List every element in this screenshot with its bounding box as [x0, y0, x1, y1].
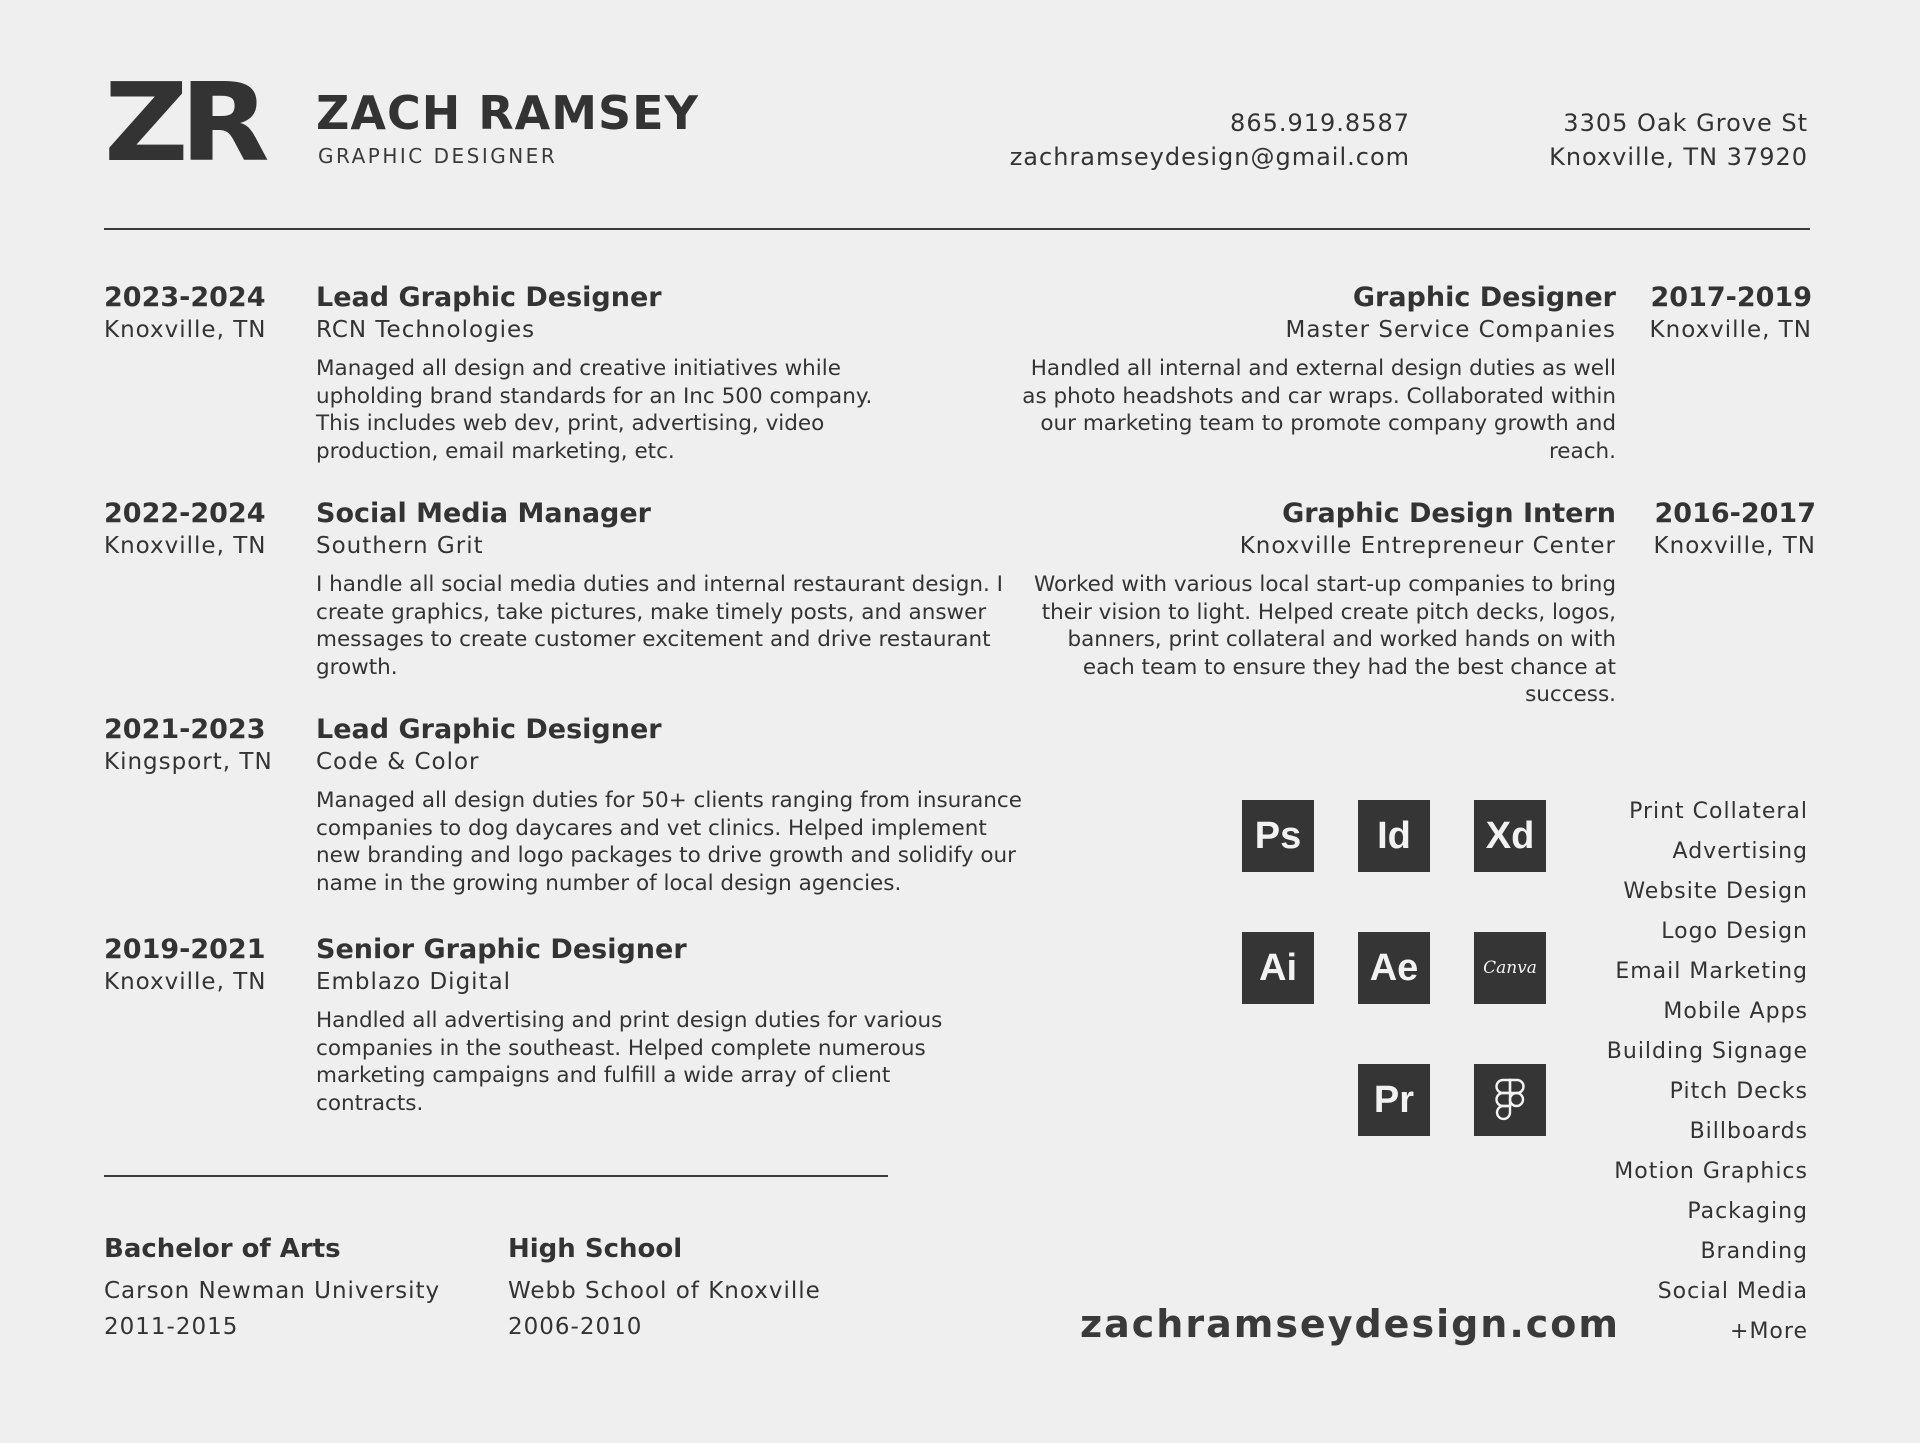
job-details: [316, 282, 1036, 465]
job-location: Knoxville, TN: [1653, 533, 1816, 559]
education-degree: High School: [508, 1234, 683, 1264]
website-link[interactable]: zachramseydesign.com: [1080, 1302, 1621, 1346]
job-location: Kingsport, TN: [104, 749, 273, 775]
address-block: [1549, 106, 1808, 174]
education-school: Carson Newman University: [104, 1278, 441, 1304]
job-title: Lead Graphic Designer: [316, 282, 662, 313]
illustrator-icon: Ai: [1242, 932, 1314, 1004]
job-details: [1020, 282, 1616, 465]
skill-item: Email Marketing: [1615, 959, 1808, 984]
indesign-icon: Id: [1358, 800, 1430, 872]
job-entry: [104, 498, 266, 559]
job-company: Master Service Companies: [1285, 317, 1616, 343]
xd-icon: Xd: [1474, 800, 1546, 872]
job-entry: [104, 282, 266, 343]
job-years: 2022-2024: [104, 498, 266, 529]
job-details: [316, 934, 1036, 1117]
photoshop-icon: Ps: [1242, 800, 1314, 872]
skill-item: Pitch Decks: [1669, 1079, 1808, 1104]
job-company: Emblazo Digital: [316, 969, 512, 995]
job-title: Social Media Manager: [316, 498, 651, 529]
contact-block: [1010, 106, 1410, 174]
job-description: Worked with various local start-up companies to bring their vision to light. Helped create pitch decks, logos, banners, print collateral and worked hands on with each team to ensure they had the best chance at success.: [1034, 572, 1616, 707]
skill-item: Social Media: [1657, 1279, 1808, 1304]
monogram-logo: ZR: [104, 61, 262, 186]
job-years: 2019-2021: [104, 934, 266, 965]
job-location: Knoxville, TN: [104, 969, 267, 995]
figma-icon: [1474, 1064, 1546, 1136]
skill-item: Motion Graphics: [1614, 1159, 1808, 1184]
job-description: Handled all advertising and print design duties for various companies in the southeast. Helped complete numerous marketing campaigns and fulfill a wide array of client contracts.: [316, 1008, 943, 1116]
figma-logo-shape: [1495, 1078, 1525, 1122]
job-details: [316, 498, 1036, 681]
job-years: 2023-2024: [104, 282, 266, 313]
candidate-role: GRAPHIC DESIGNER: [318, 144, 558, 168]
job-entry: [104, 714, 273, 775]
address-line-1: 3305 Oak Grove St: [1563, 109, 1808, 137]
education-years: 2011-2015: [104, 1314, 239, 1340]
job-location: Knoxville, TN: [1649, 317, 1812, 343]
education-degree: Bachelor of Arts: [104, 1234, 341, 1264]
after-effects-icon: Ae: [1358, 932, 1430, 1004]
candidate-name: ZACH RAMSEY: [316, 86, 699, 140]
job-details: [316, 714, 1036, 897]
education-school: Webb School of Knoxville: [508, 1278, 821, 1304]
skill-item: Advertising: [1672, 839, 1808, 864]
job-title: Lead Graphic Designer: [316, 714, 662, 745]
job-company: Southern Grit: [316, 533, 484, 559]
education-entry: [508, 1234, 821, 1340]
job-description: Managed all design and creative initiatives while upholding brand standards for an Inc 500 company. This includes web dev, print, advertising, video production, email marketing, etc.: [316, 356, 873, 464]
job-entry: [1650, 282, 1812, 343]
education-divider: [104, 1175, 888, 1177]
premiere-icon: Pr: [1358, 1064, 1430, 1136]
education-entry: [104, 1234, 440, 1340]
skill-item: Billboards: [1689, 1119, 1808, 1144]
header-divider: [104, 228, 1810, 230]
education-years: 2006-2010: [508, 1314, 643, 1340]
job-location: Knoxville, TN: [104, 317, 267, 343]
skill-item: Mobile Apps: [1663, 999, 1808, 1024]
job-title: Graphic Design Intern: [1282, 498, 1616, 529]
job-company: RCN Technologies: [316, 317, 536, 343]
job-years: 2017-2019: [1650, 282, 1812, 313]
job-entry: [1654, 498, 1816, 559]
skill-item: Logo Design: [1661, 919, 1808, 944]
phone-number: 865.919.8587: [1230, 109, 1410, 137]
canva-icon: Canva: [1474, 932, 1546, 1004]
job-title: Graphic Designer: [1352, 282, 1616, 313]
job-description: Handled all internal and external design duties as well as photo headshots and car wraps. Collaborated within our marketing team to promote company growth and reach.: [1022, 356, 1616, 464]
job-details: [1020, 498, 1616, 709]
address-line-2: Knoxville, TN 37920: [1549, 143, 1808, 171]
job-years: 2016-2017: [1654, 498, 1816, 529]
skill-item: Website Design: [1623, 879, 1808, 904]
email-address: zachramseydesign@gmail.com: [1009, 143, 1410, 171]
job-description: I handle all social media duties and internal restaurant design. I create graphics, take pictures, make timely posts, and answer messages to create customer excitement and drive restaurant growth.: [316, 572, 1003, 680]
job-description: Managed all design duties for 50+ clients ranging from insurance companies to dog daycares and vet clinics. Helped implement new branding and logo packages to drive growth and solidify our name in the growing number of local design agencies.: [316, 788, 1022, 896]
job-location: Knoxville, TN: [104, 533, 267, 559]
job-entry: [104, 934, 266, 995]
job-years: 2021-2023: [104, 714, 266, 745]
job-company: Code & Color: [316, 749, 480, 775]
skill-item: +More: [1730, 1319, 1808, 1344]
skill-item: Print Collateral: [1629, 799, 1808, 824]
job-title: Senior Graphic Designer: [316, 934, 687, 965]
skill-item: Packaging: [1687, 1199, 1808, 1224]
skill-item: Branding: [1700, 1239, 1808, 1264]
skills-list: [1607, 792, 1808, 1352]
job-company: Knoxville Entrepreneur Center: [1239, 533, 1616, 559]
skill-item: Building Signage: [1606, 1039, 1808, 1064]
